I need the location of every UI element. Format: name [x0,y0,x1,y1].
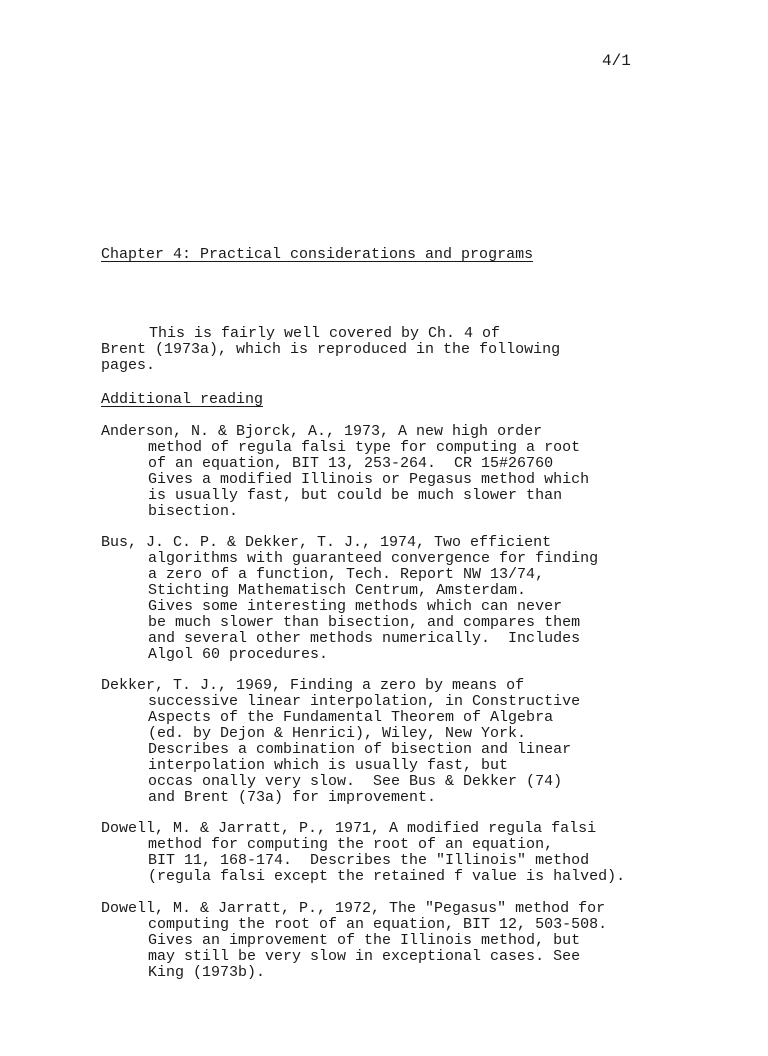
reference-line: and several other methods numerically. Includes [148,630,581,647]
reference-line: Dekker, T. J., 1969, Finding a zero by means of [101,677,525,694]
reference-entry-dowell-jarratt-1971 [101,821,681,885]
reference-entry-dekker [101,678,681,806]
reference-line: Bus, J. C. P. & Dekker, T. J., 1974, Two efficient [101,534,552,551]
reference-line: Gives a modified Illinois or Pegasus method which [148,471,590,488]
reference-line: (ed. by Dejon & Henrici), Wiley, New York. [148,725,527,742]
reference-line: Algol 60 procedures. [148,646,329,663]
reference-line: method of regula falsi type for computing a root [148,439,581,456]
intro-line: pages. [101,357,156,374]
reference-line: Anderson, N. & Bjorck, A., 1973, A new high order [101,423,543,440]
reference-line: (regula falsi except the retained f value is halved). [148,868,626,885]
page-number: 4/1 [602,52,631,70]
intro-line: Brent (1973a), which is reproduced in the following [101,341,561,358]
reference-line: computing the root of an equation, BIT 12, 503-508. [148,916,608,933]
intro-line: This is fairly well covered by Ch. 4 of [149,325,501,342]
reference-line: bisection. [148,503,239,520]
reference-entry-dowell-jarratt-1972 [101,901,681,981]
reference-line: and Brent (73a) for improvement. [148,789,437,806]
reference-line: Gives some interesting methods which can never [148,598,563,615]
reference-entry-anderson [101,424,681,520]
reference-line: algorithms with guaranteed convergence for finding [148,550,599,567]
reference-line: Dowell, M. & Jarratt, P., 1972, The "Pegasus" method for [101,900,606,917]
reference-line: occas onally very slow. See Bus & Dekker (74) [148,773,563,790]
intro-paragraph [101,326,661,374]
reference-line: successive linear interpolation, in Constructive [148,693,581,710]
reference-line: a zero of a function, Tech. Report NW 13/74, [148,566,545,583]
additional-reading-heading: Additional reading [101,391,264,408]
reference-line: Aspects of the Fundamental Theorem of Algebra [148,709,554,726]
reference-line: method for computing the root of an equation, [148,836,554,853]
reference-line: is usually fast, but could be much slower than [148,487,563,504]
chapter-title: Chapter 4: Practical considerations and programs [101,246,534,263]
reference-line: of an equation, BIT 13, 253-264. CR 15#26760 [148,455,554,472]
reference-line: King (1973b). [148,964,266,981]
reference-line: Stichting Mathematisch Centrum, Amsterdam. [148,582,527,599]
reference-line: be much slower than bisection, and compares them [148,614,581,631]
reference-line: Dowell, M. & Jarratt, P., 1971, A modified regula falsi [101,820,597,837]
reference-line: BIT 11, 168-174. Describes the "Illinois" method [148,852,590,869]
reference-line: Describes a combination of bisection and linear [148,741,572,758]
reference-line: Gives an improvement of the Illinois method, but [148,932,581,949]
reference-line: interpolation which is usually fast, but [148,757,509,774]
reference-entry-bus-dekker [101,535,681,663]
reference-line: may still be very slow in exceptional cases. See [148,948,581,965]
